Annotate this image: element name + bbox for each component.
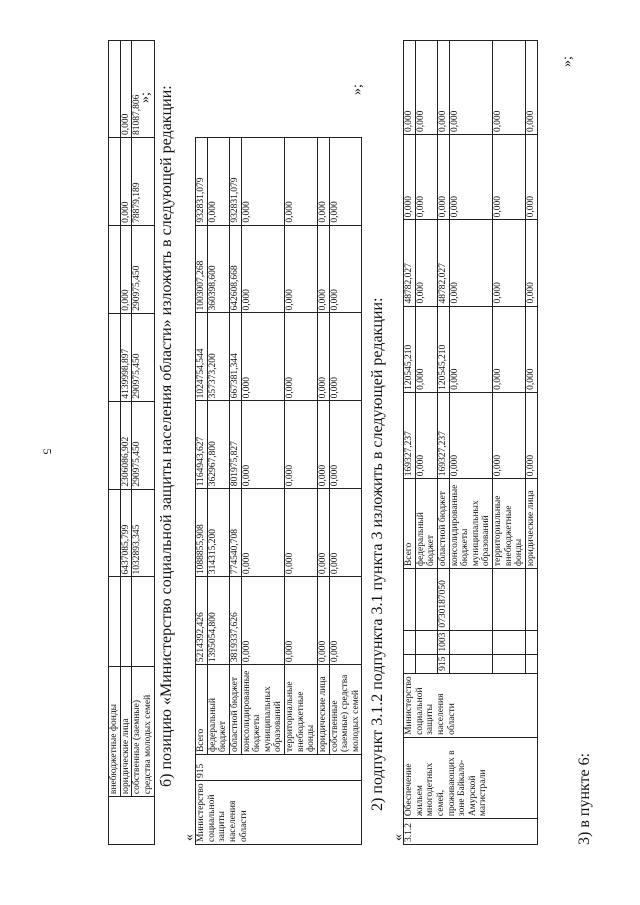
rzpr-cell: 1003 [437,630,449,654]
table-cell: Всего [196,665,208,755]
table-cell: 362967,800 [207,401,229,489]
table-cell [109,797,155,845]
table-cell: собственные (заемные) средства молодых семей [132,667,154,797]
table-cell [415,630,437,654]
section-2-heading: 2) подпункт 3.1.2 подпункта 3.1 пункта 3 изложить в следующей редакции: [369,297,386,811]
table-row [196,41,208,845]
table-cell: 0,000 [449,41,493,135]
table-cell [525,569,537,631]
table-cell: 169327,237 [404,392,416,478]
table-cell: 5214392,426 [196,577,208,665]
table-cell [449,654,493,673]
table-cell: федеральный бюджет [415,479,437,569]
table-cell [493,630,526,654]
table-cell [449,630,493,654]
table-cell: 801975,827 [229,401,241,489]
table-cell: 0,000 [525,41,537,135]
table-cell: территориальные внебюджетные фонды [493,479,526,569]
table-row [317,41,329,845]
page-number: 5 [40,448,55,455]
table-cell [404,630,416,654]
closing-quote: »; [350,84,365,95]
opening-quote: « [391,834,406,841]
table-cell: 0,000 [437,41,449,135]
table-cell: 0,000 [493,135,526,220]
table-cell: консолидированные бюджеты муниципальных образований [449,479,493,569]
grbs-cell: 915 [437,654,449,673]
table-cell: 6437085,799 [120,489,132,577]
table-cell [109,401,121,489]
table-cell: 0,000 [525,306,537,392]
table-cell: собственные (заемные) средства молодых семей [329,665,362,755]
table-cell [120,577,132,667]
table-cell: 0,000 [449,392,493,478]
table-cell [404,654,416,673]
table-cell: 48782,027 [404,220,416,306]
table-cell: 0,000 [285,225,318,313]
table-row [329,41,362,845]
table-cell: 932831,079 [196,137,208,225]
closing-quote: »; [560,56,575,67]
table-row [207,41,229,845]
table-cell [415,569,437,631]
table-cell: 0,000 [329,577,362,665]
table-cell: 48782,027 [437,220,449,306]
table-cell: 3819337,626 [229,577,241,665]
table-cell: 314315,200 [207,489,229,577]
table-cell: консолидированные бюджеты муниципальных образований [241,665,285,755]
table-cell: Всего [404,479,416,569]
table-cell: 0,000 [241,577,285,665]
table-cell: 0,000 [317,225,329,313]
table-cell: 0,000 [207,137,229,225]
table-cell [449,569,493,631]
table-cell: 0,000 [493,392,526,478]
title-cell: Обеспечение жильем многодетных семей, проживающих в зоне Байкало-Амурской магистрали [404,737,538,818]
table-cell: 0,000 [404,135,416,220]
table-cell: 81087,806 [132,41,154,138]
table-cell: 4139998,897 [120,313,132,401]
table-cell: 1032893,345 [132,489,154,577]
table-cell: внебюджетные фонды [109,667,121,797]
table-cell: 0,000 [415,220,437,306]
table-cell: 0,000 [317,577,329,665]
table-cell: 0,000 [404,41,416,135]
table-cell [132,577,154,667]
table-cell: 0,000 [415,306,437,392]
table-cell: федеральный бюджет [207,665,229,755]
table-cell: 0,000 [493,220,526,306]
table-cell: 0,000 [525,220,537,306]
table-cell: 0,000 [493,41,526,135]
table-cell [525,630,537,654]
table-cell: 0,000 [241,137,285,225]
section-2-table [403,40,538,845]
table-cell [109,225,121,313]
top-table-fragment [108,40,155,845]
section-b-table [195,40,362,845]
table-cell: 1024754,544 [196,313,208,401]
table-cell [109,313,121,401]
table-cell: 0,000 [241,401,285,489]
table-cell: областной бюджет [229,665,241,755]
table-cell: 0,000 [285,577,318,665]
table-cell: 0,000 [120,137,132,225]
table-cell [109,577,121,667]
table-cell: территориальные внебюджетные фонды [285,665,318,755]
table-cell [109,41,121,138]
table-cell: 290975,450 [132,401,154,489]
table-cell: 0,000 [415,41,437,135]
table-cell: 0,000 [285,401,318,489]
table-cell: 0,000 [437,135,449,220]
table-cell [493,569,526,631]
opening-quote: « [182,834,197,841]
table-cell: 0,000 [449,306,493,392]
table-cell: 169327,237 [437,392,449,478]
table-row [241,41,285,845]
section-3-heading: 3) в пункте 6: [576,752,593,845]
item-number-cell: 3.1.2 [404,819,538,845]
table-cell: 2306086,902 [120,401,132,489]
table-cell: 1395054,800 [207,577,229,665]
table-cell: 0,000 [285,137,318,225]
table-row [285,41,318,845]
table-row [404,41,416,845]
table-cell: 78879,189 [132,137,154,225]
table-cell: 0,000 [415,135,437,220]
table-cell: 0,000 [329,225,362,313]
table-cell: 0,000 [415,392,437,478]
table-cell: 357373,200 [207,313,229,401]
table-cell: 0,000 [317,313,329,401]
table-cell: 120545,210 [437,306,449,392]
table-cell: областной бюджет [437,479,449,569]
table-cell: 0,000 [329,489,362,577]
ministry-cell: Министерство социальной защиты населения области [196,781,362,845]
table-cell: 360398,600 [207,225,229,313]
table-cell: 0,000 [241,313,285,401]
table-cell [525,654,537,673]
table-cell: 1003007,268 [196,225,208,313]
closing-quote: »; [138,92,153,103]
table-cell: 1088855,908 [196,489,208,577]
table-cell: юридические лица [317,665,329,755]
table-cell: 0,000 [329,313,362,401]
table-row [109,41,121,845]
csr-cell: 0730187050 [437,569,449,631]
table-cell: 0,000 [241,225,285,313]
table-cell: 0,000 [449,220,493,306]
section-b-heading: б) позицию «Министерство социальной защиты населения области» изложить в следующей редакции: [158,85,175,787]
table-cell: 774540,708 [229,489,241,577]
table-cell [109,489,121,577]
table-cell: 0,000 [241,489,285,577]
table-cell: 932831,079 [229,137,241,225]
table-cell: 290975,450 [132,313,154,401]
table-cell: 667381,344 [229,313,241,401]
table-cell: 290975,450 [132,225,154,313]
table-cell: 0,000 [525,135,537,220]
table-cell: 0,000 [285,313,318,401]
code-cell: 915 [196,755,362,781]
table-cell [493,654,526,673]
table-cell: 642608,668 [229,225,241,313]
table-row [120,41,132,845]
table-cell [109,137,121,225]
table-cell: 0,000 [329,137,362,225]
table-row [132,41,154,845]
table-cell: 0,000 [317,489,329,577]
table-cell: 0,000 [493,306,526,392]
table-cell: 0,000 [317,137,329,225]
ministry-cell: Министерство социальной защиты населения области [404,673,538,737]
table-cell: 0,000 [285,489,318,577]
table-cell [415,654,437,673]
table-cell: юридические лица [120,667,132,797]
table-cell: 0,000 [449,135,493,220]
table-cell: 1164943,627 [196,401,208,489]
table-cell [404,569,416,631]
table-cell: 120545,210 [404,306,416,392]
table-cell: 0,000 [120,225,132,313]
table-cell: 0,000 [525,392,537,478]
table-cell: юридические лица [525,479,537,569]
table-row [229,41,241,845]
table-cell: 0,000 [329,401,362,489]
table-cell: 0,000 [317,401,329,489]
table-cell: 0,000 [120,41,132,138]
